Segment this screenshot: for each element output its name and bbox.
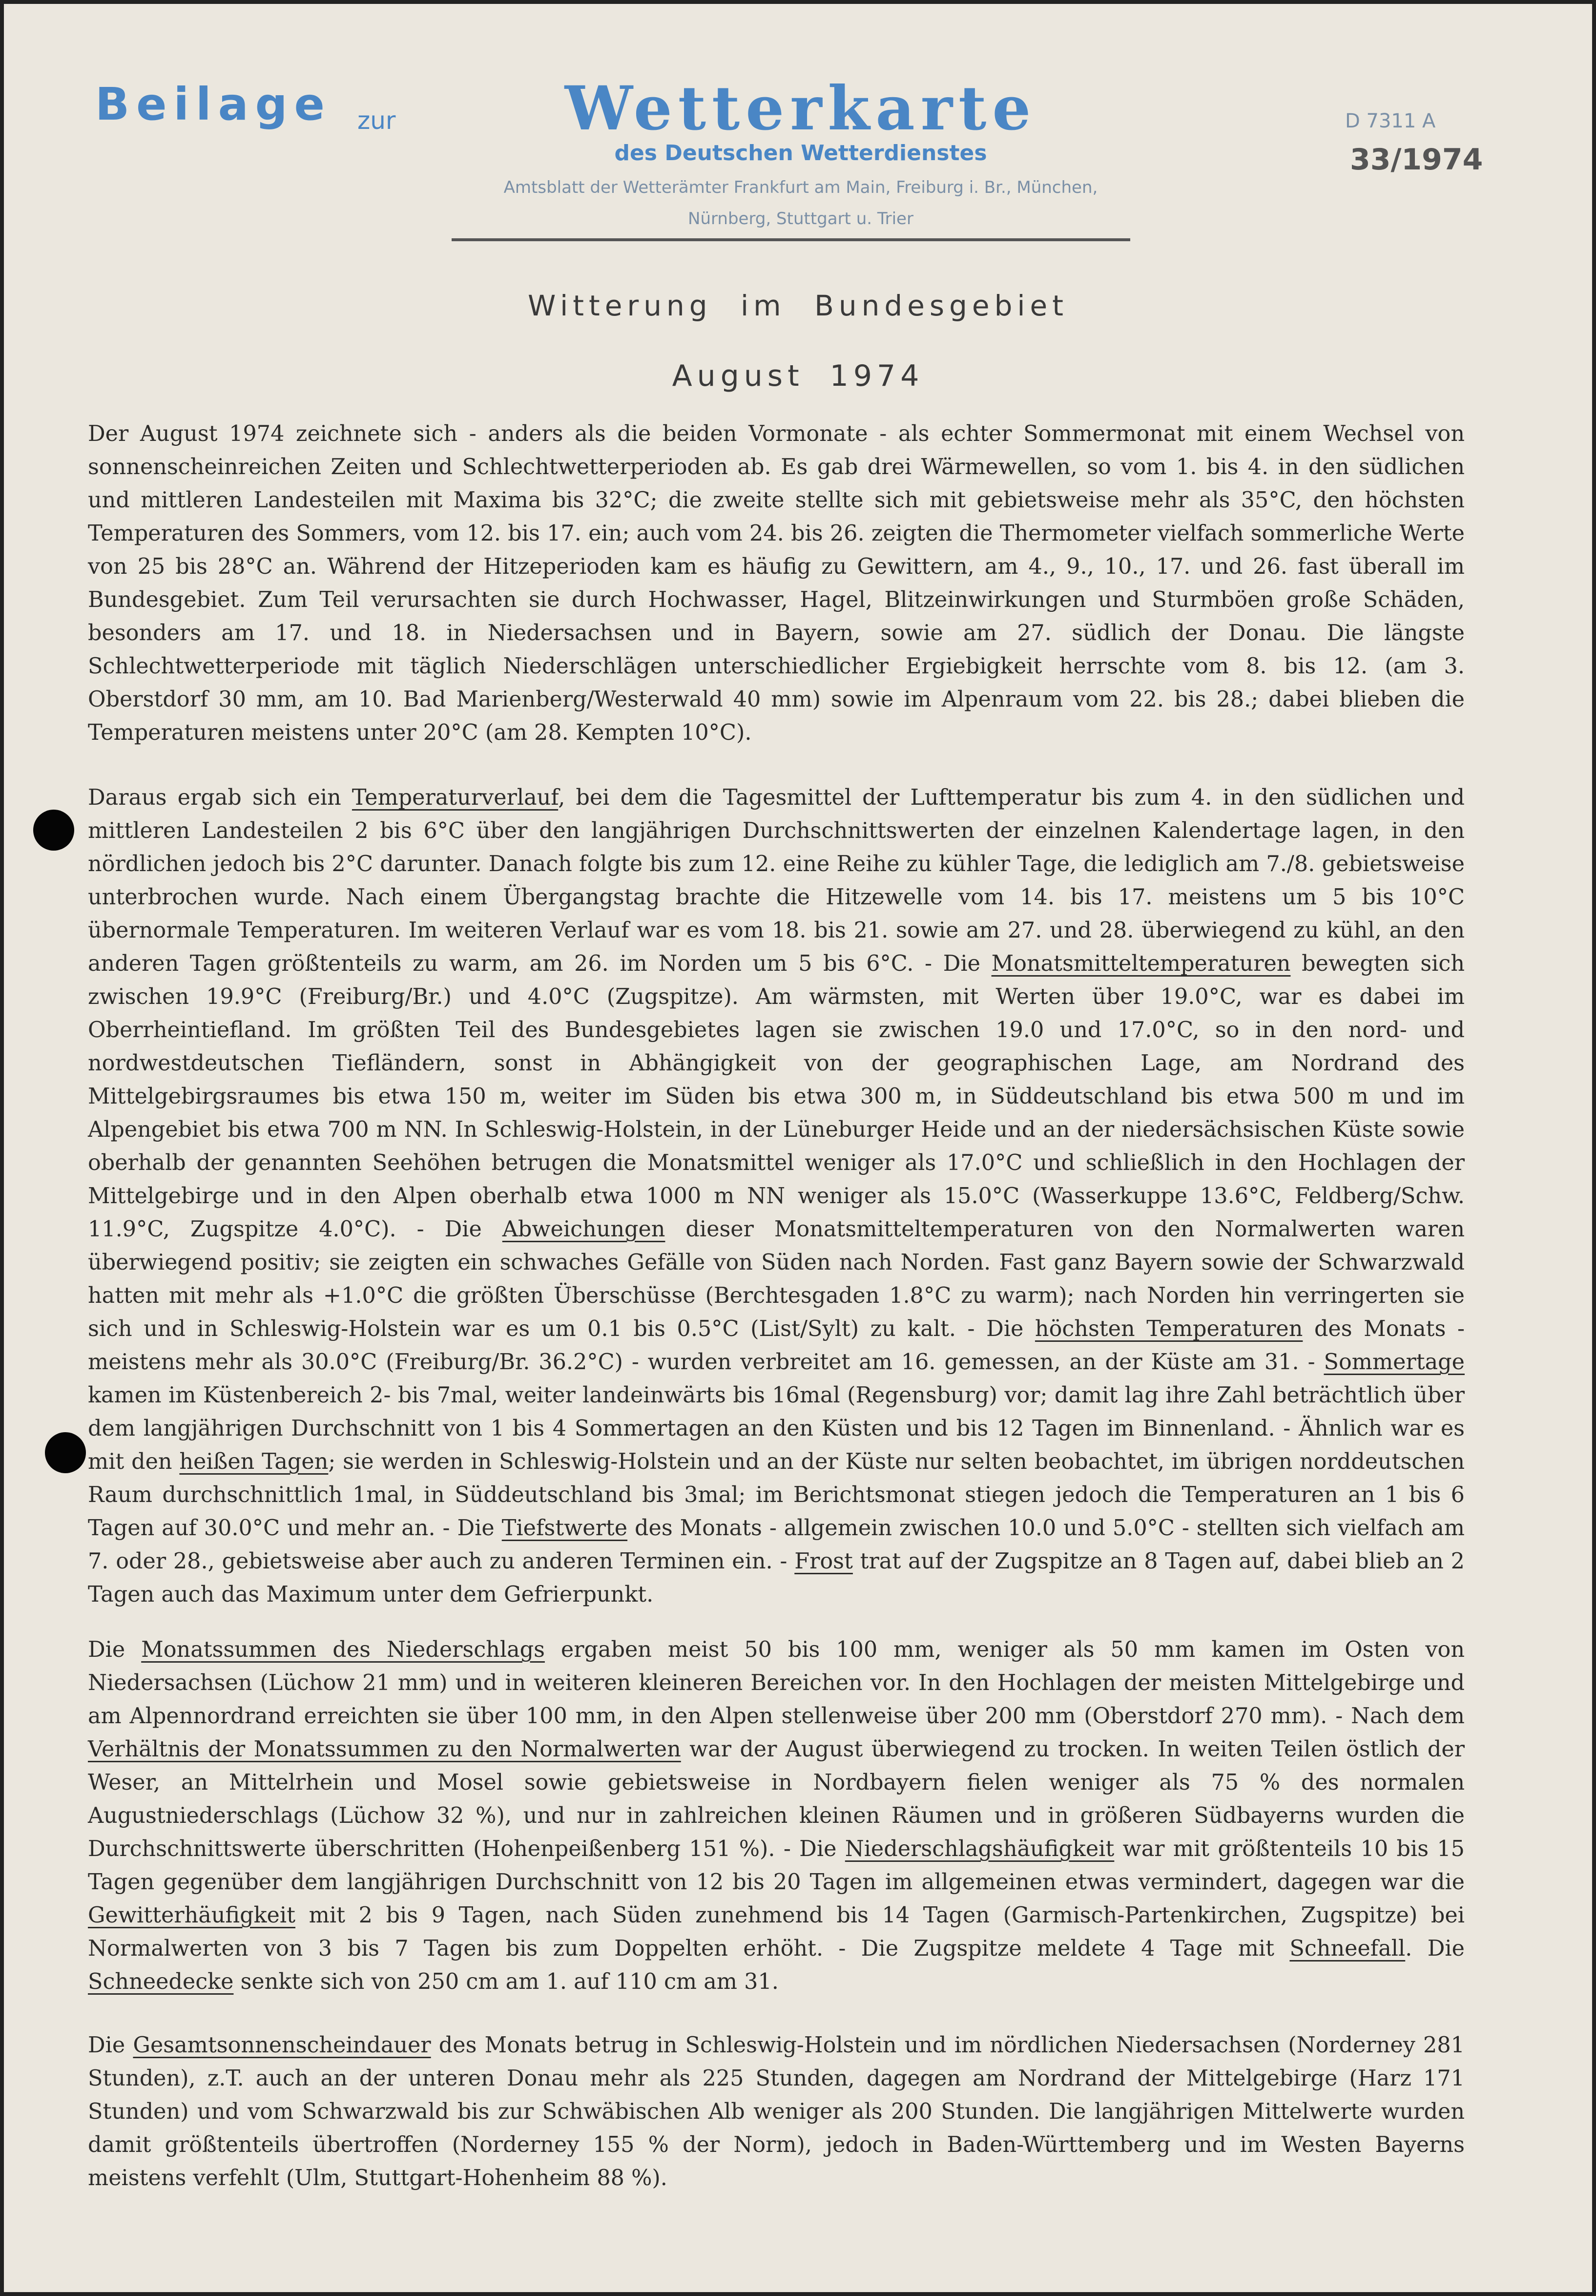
term-schneedecke: Schneedecke	[88, 1969, 234, 1994]
paragraph-precipitation: Die Monatssummen des Niederschlags ergaben meist 50 bis 100 mm, weniger als 50 mm kamen im Osten von Niedersachsen (Lüchow 21 mm) und in weiteren kleineren Bereichen vor. In den Hochlagen der meisten Mittelgebirge und am Alpennordrand erreichten sie über 100 mm, in den Alpen stellenweise über 200 mm (Oberstdorf 270 mm). - Nach dem Verhältnis der Monatssummen zu den Normalwerten war der August überwiegend zu trocken. In weiten Teilen östlich der Weser, an Mittelrhein und Mosel sowie gebietsweise in Nordbayern fielen weniger als 75 % des normalen Augustniederschlags (Lüchow 32 %), und nur in zahlreichen kleinen Räumen und in größeren Südbayerns wurden die Durchschnittswerte überschritten (Hohenpeißenberg 151 %). - Die Niederschlagshäufigkeit war mit größtenteils 10 bis 15 Tagen gegenüber dem langjährigen Durchschnitt von 12 bis 20 Tagen im allgemeinen etwas vermindert, dagegen war die Gewitterhäufigkeit mit 2 bis 9 Tagen, nach Süden zunehmend bis 14 Tagen (Garmisch-Partenkirchen, Zugspitze) bei Normalwerten von 3 bis 7 Tagen bis zum Doppelten erhöht. - Die Zugspitze meldete 4 Tage mit Schneefall. Die Schneedecke senkte sich von 250 cm am 1. auf 110 cm am 31.	[88, 1637, 1465, 1994]
term-gewitterhaeufigkeit: Gewitterhäufigkeit	[88, 1903, 296, 1928]
term-monatsmitteltemperaturen: Monatsmitteltemperaturen	[991, 951, 1291, 976]
punch-hole-upper	[33, 810, 74, 851]
masthead-subtitle: des Deutschen Wetterdienstes	[614, 141, 987, 166]
header-beilage: Beilage	[95, 78, 332, 130]
masthead-title: Wetterkarte	[564, 73, 1037, 144]
punch-hole-lower	[45, 1432, 86, 1473]
term-temperaturverlauf: Temperaturverlauf	[352, 785, 559, 810]
paragraph-sunshine: Die Gesamtsonnenscheindauer des Monats betrug in Schleswig-Holstein und im nördlichen Niedersachsen (Norderney 281 Stunden), z.T. auch an der unteren Donau mehr als 225 Stunden, dagegen am Nordrand der Mittelgebirge (Harz 171 Stunden) und vom Schwarzwald bis zur Schwäbischen Alb weniger als 200 Stunden. Die langjährigen Mittelwerte wurden damit größtenteils übertroffen (Norderney 155 % der Norm), jedoch in Baden-Württemberg und im Westen Bayerns meistens verfehlt (Ulm, Stuttgart-Hohenheim 88 %).	[88, 2033, 1465, 2191]
header-zur: zur	[357, 106, 396, 135]
doc-code: D 7311 A	[1345, 110, 1436, 132]
term-sommertage: Sommertage	[1324, 1350, 1465, 1375]
term-tiefstwerte: Tiefstwerte	[501, 1516, 628, 1541]
term-verhaeltnis-monatssummen: Verhältnis der Monatssummen zu den Normalwerten	[88, 1737, 681, 1762]
term-heissen-tagen: heißen Tagen	[179, 1449, 329, 1474]
section-subtitle: August 1974	[672, 359, 924, 393]
paragraph-temperature: Daraus ergab sich ein Temperaturverlauf, bei dem die Tagesmittel der Lufttemperatur bis zum 4. in den südlichen und mittleren Landesteilen 2 bis 6°C über den langjährigen Durchschnittswerten der einzelnen Kalendertage lagen, in den nördlichen jedoch bis 2°C darunter. Danach folgte bis zum 12. eine Reihe zu kühler Tage, die lediglich am 7./8. gebietsweise unterbrochen wurde. Nach einem Übergangstag brachte die Hitzewelle vom 14. bis 17. meistens um 5 bis 10°C übernormale Temperaturen. Im weiteren Verlauf war es vom 18. bis 21. sowie am 27. und 28. überwiegend zu kühl, an den anderen Tagen größtenteils zu warm, am 26. im Norden um 5 bis 6°C. - Die Monatsmitteltemperaturen bewegten sich zwischen 19.9°C (Freiburg/Br.) und 4.0°C (Zugspitze). Am wärmsten, mit Werten über 19.0°C, war es dabei im Oberrheintiefland. Im größten Teil des Bundesgebietes lagen sie zwischen 19.0 und 17.0°C, so in den nord- und nordwestdeutschen Tiefländern, sonst in Abhängigkeit von der geographischen Lage, am Nordrand des Mittelgebirgsraumes bis etwa 150 m, weiter im Süden bis etwa 300 m, in Süddeutschland bis etwa 500 m und im Alpengebiet bis etwa 700 m NN. In Schleswig-Holstein, in der Lüneburger Heide und an der niedersächsischen Küste sowie oberhalb der genannten Seehöhen betrugen die Monatsmittel weniger als 17.0°C und schließlich in den Hochlagen der Mittelgebirge und in den Alpen oberhalb etwa 1000 m NN weniger als 15.0°C (Wasserkuppe 13.6°C, Feldberg/Schw. 11.9°C, Zugspitze 4.0°C). - Die Abweichungen dieser Monatsmitteltemperaturen von den Normalwerten waren überwiegend positiv; sie zeigten ein schwaches Gefälle von Süden nach Norden. Fast ganz Bayern sowie der Schwarzwald hatten mit mehr als +1.0°C die größten Überschüsse (Berchtesgaden 1.8°C zu warm); nach Norden hin verringerten sie sich und in Schleswig-Holstein war es um 0.1 bis 0.5°C (List/Sylt) zu kalt. - Die höchsten Temperaturen des Monats - meistens mehr als 30.0°C (Freiburg/Br. 36.2°C) - wurden verbreitet am 16. gemessen, an der Küste am 31. - Sommertage kamen im Küstenbereich 2- bis 7mal, weiter landeinwärts bis 16mal (Regensburg) vor; damit lag ihre Zahl beträchtlich über dem langjährigen Durchschnitt von 1 bis 4 Sommertagen an den Küsten und bis 12 Tagen im Binnenland. - Ähnlich war es mit den heißen Tagen; sie werden in Schleswig-Holstein und an der Küste nur selten beobachtet, im übrigen norddeutschen Raum durchschnittlich 1mal, in Süddeutschland bis 3mal; im Berichtsmonat stiegen jedoch die Temperaturen an 1 bis 6 Tagen auf 30.0°C und mehr an. - Die Tiefstwerte des Monats - allgemein zwischen 10.0 und 5.0°C - stellten sich vielfach am 7. oder 28., gebietsweise aber auch zu anderen Terminen ein. - Frost trat auf der Zugspitze an 8 Tagen auf, dabei blieb an 2 Tagen auch das Maximum unter dem Gefrierpunkt.	[88, 785, 1465, 1607]
term-niederschlagshaeufigkeit: Niederschlagshäufigkeit	[845, 1837, 1115, 1861]
masthead-amtsblatt-line2: Nürnberg, Stuttgart u. Trier	[688, 209, 913, 229]
masthead-amtsblatt-line1: Amtsblatt der Wetterämter Frankfurt am Main, Freiburg i. Br., München,	[503, 178, 1098, 197]
term-frost: Frost	[794, 1549, 853, 1574]
masthead-rule	[452, 238, 1130, 241]
term-abweichungen: Abweichungen	[502, 1217, 665, 1242]
section-title: Witterung im Bundesgebiet	[528, 289, 1068, 322]
paragraph-intro: Der August 1974 zeichnete sich - anders als die beiden Vormonate - als echter Sommermonat mit einem Wechsel von sonnenscheinreichen Zeiten und Schlechtwetterperioden ab. Es gab drei Wärmewellen, so vom 1. bis 4. in den südlichen und mittleren Landesteilen mit Maxima bis 32°C; die zweite stellte sich mit gebietsweise mehr als 35°C, den höchsten Temperaturen des Sommers, vom 12. bis 17. ein; auch vom 24. bis 26. zeigten die Thermometer vielfach sommerliche Werte von 25 bis 28°C an. Während der Hitzeperioden kam es häufig zu Gewittern, am 4., 9., 10., 17. und 26. fast überall im Bundesgebiet. Zum Teil verursachten sie durch Hochwasser, Hagel, Blitzeinwirkungen und Sturmböen große Schäden, besonders am 17. und 18. in Niedersachsen und in Bayern, sowie am 27. südlich der Donau. Die längste Schlechtwetterperiode mit täglich Niederschlägen unterschiedlicher Ergiebigkeit herrschte vom 8. bis 12. (am 3. Oberstdorf 30 mm, am 10. Bad Marienberg/Westerwald 40 mm) sowie im Alpenraum vom 22. bis 28.; dabei blieben die Temperaturen meistens unter 20°C (am 28. Kempten 10°C).	[88, 421, 1465, 745]
term-hoechsten-temperaturen: höchsten Temperaturen	[1035, 1316, 1303, 1341]
term-monatssummen-niederschlag: Monatssummen des Niederschlags	[141, 1637, 545, 1662]
term-gesamtsonnenscheindauer: Gesamtsonnenscheindauer	[133, 2033, 431, 2058]
term-schneefall: Schneefall	[1289, 1936, 1406, 1961]
issue-number: 33/1974	[1350, 143, 1483, 177]
